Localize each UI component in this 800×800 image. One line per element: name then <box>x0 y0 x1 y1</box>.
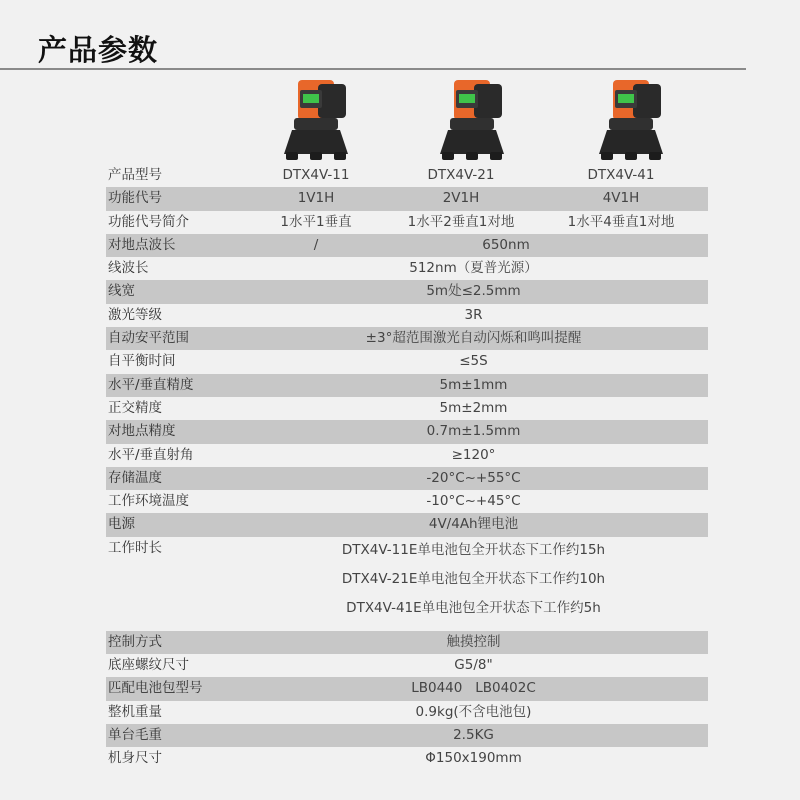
spec-value: 650nm <box>482 236 530 253</box>
spec-value: 5m±1mm <box>439 376 508 393</box>
spec-value: 0.9kg(不含电池包) <box>415 703 532 720</box>
product-image-dtx4v-41 <box>585 76 675 166</box>
spec-label: 产品型号 <box>108 167 162 183</box>
spec-row-thread-size <box>106 654 708 677</box>
spec-row-ground-point-accuracy <box>106 420 708 443</box>
spec-value: DTX4V-11 <box>282 167 350 183</box>
spec-row-dimensions <box>106 747 708 770</box>
spec-label: 控制方式 <box>108 633 162 650</box>
spec-row-line-wavelength <box>106 257 708 280</box>
spec-value: 2.5KG <box>453 726 494 743</box>
spec-label: 自平衡时间 <box>108 353 176 370</box>
spec-label: 工作时长 <box>108 539 162 556</box>
spec-row-line-width <box>106 280 708 303</box>
spec-row-control-method <box>106 631 708 654</box>
spec-value: 1水平1垂直 <box>280 213 352 230</box>
spec-value: / <box>313 236 319 253</box>
spec-row-beam-angle <box>106 444 708 467</box>
spec-row-orthogonal-accuracy <box>106 397 708 420</box>
page-title: 产品参数 <box>38 33 159 67</box>
spec-table <box>106 164 708 771</box>
spec-row-leveling-time <box>106 350 708 373</box>
spec-row-runtime <box>106 537 708 631</box>
spec-value: DTX4V-11E单电池包全开状态下工作约15h <box>341 541 606 558</box>
spec-value: ±3°超范围激光自动闪烁和鸣叫提醒 <box>365 330 582 347</box>
spec-value: DTX4V-21E单电池包全开状态下工作约10h <box>341 570 606 587</box>
spec-label: 正交精度 <box>108 399 162 416</box>
spec-row-ground-wavelength <box>106 234 708 257</box>
spec-value: 5m处≤2.5mm <box>426 283 521 300</box>
spec-value: 2V1H <box>442 190 480 207</box>
spec-label: 对地点精度 <box>108 423 176 440</box>
spec-value: 3R <box>464 306 483 323</box>
spec-label: 线波长 <box>108 260 149 277</box>
spec-label: 存储温度 <box>108 469 162 486</box>
spec-label: 匹配电池包型号 <box>108 680 203 697</box>
spec-label: 单台毛重 <box>108 726 162 743</box>
spec-label: 整机重量 <box>108 703 162 720</box>
spec-value: G5/8" <box>454 657 493 674</box>
spec-value: Φ150x190mm <box>425 750 522 767</box>
spec-value: ≤5S <box>459 353 488 370</box>
spec-value: 触摸控制 <box>446 633 501 650</box>
spec-label: 线宽 <box>108 283 135 300</box>
product-images <box>0 76 800 176</box>
spec-row-laser-class <box>106 304 708 327</box>
product-image-dtx4v-11 <box>270 76 360 166</box>
spec-value: -10°C~+45°C <box>426 493 521 510</box>
spec-label: 激光等级 <box>108 306 162 323</box>
spec-value: DTX4V-21 <box>427 167 495 183</box>
title-divider <box>0 68 746 70</box>
spec-row-battery-model <box>106 677 708 700</box>
spec-label: 底座螺纹尺寸 <box>108 657 189 674</box>
spec-value: -20°C~+55°C <box>426 469 521 486</box>
spec-row-storage-temp <box>106 467 708 490</box>
spec-value: 0.7m±1.5mm <box>426 423 521 440</box>
spec-value: 1水平4垂直1对地 <box>567 213 675 230</box>
spec-value: LB0440 LB0402C <box>411 680 536 697</box>
spec-row-self-leveling-range <box>106 327 708 350</box>
spec-label: 功能代号 <box>108 190 162 207</box>
spec-label: 机身尺寸 <box>108 750 162 767</box>
spec-label: 功能代号简介 <box>108 213 189 230</box>
spec-value: 5m±2mm <box>439 399 508 416</box>
spec-row-net-weight <box>106 701 708 724</box>
spec-label: 对地点波长 <box>108 236 176 253</box>
spec-value: 512nm（夏普光源） <box>409 260 538 277</box>
spec-value: 4V/4Ah锂电池 <box>428 516 519 533</box>
spec-row-hv-accuracy <box>106 374 708 397</box>
spec-label: 水平/垂直精度 <box>108 376 194 393</box>
spec-value: 4V1H <box>602 190 640 207</box>
spec-value: 1V1H <box>297 190 335 207</box>
spec-value: ≥120° <box>451 446 496 463</box>
spec-row-power <box>106 513 708 536</box>
spec-label: 电源 <box>108 516 135 533</box>
product-image-dtx4v-21 <box>426 76 516 166</box>
spec-label: 水平/垂直射角 <box>108 446 194 463</box>
spec-label: 工作环境温度 <box>108 493 189 510</box>
spec-row-function-summary <box>106 211 708 234</box>
spec-value: DTX4V-41 <box>587 167 655 183</box>
spec-value: 1水平2垂直1对地 <box>407 213 515 230</box>
spec-row-function-code <box>106 187 708 210</box>
spec-value: DTX4V-41E单电池包全开状态下工作约5h <box>346 599 601 616</box>
spec-label: 自动安平范围 <box>108 330 189 347</box>
spec-row-gross-weight <box>106 724 708 747</box>
spec-row-model <box>106 164 708 187</box>
spec-row-operating-temp <box>106 490 708 513</box>
